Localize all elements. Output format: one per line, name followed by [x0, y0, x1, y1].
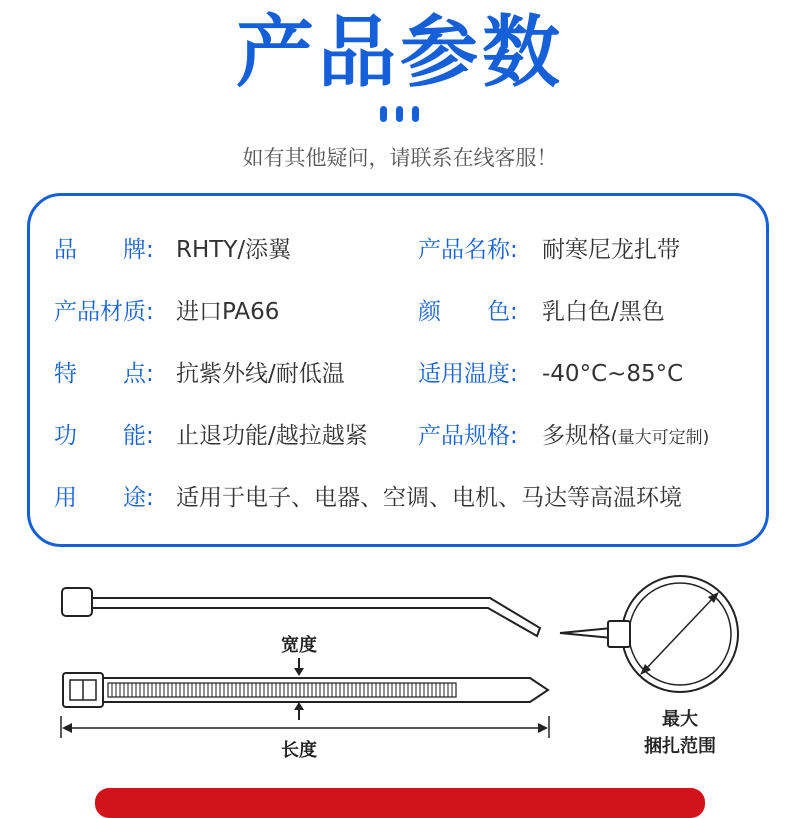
product-name-label: 产品名称: [418, 237, 518, 263]
feature-label: 特 点: [54, 361, 154, 387]
width-arrow-top [294, 658, 304, 676]
bundle-diagram [560, 576, 738, 692]
temperature-label: 适用温度: [418, 361, 518, 387]
spec-row-brand [30, 230, 766, 270]
product-name-value: 耐寒尼龙扎带 [542, 237, 680, 263]
spec-size-label: 产品规格: [418, 423, 518, 449]
contact-note: 如有其他疑问，请联系在线客服！ [242, 146, 558, 170]
bar-2 [396, 106, 403, 122]
spec-size-note: (量大可定制) [611, 428, 710, 448]
function-value: 止退功能/越拉越紧 [176, 423, 368, 449]
bundle-label-max: 最大 [662, 709, 698, 730]
function-label: 功 能: [54, 423, 154, 449]
material-label: 产品材质: [54, 299, 154, 325]
material-value: 进口PA66 [176, 299, 280, 325]
spec-row-usage [30, 478, 766, 518]
bottom-banner [95, 788, 705, 818]
usage-label: 用 途: [54, 485, 154, 511]
bar-3 [412, 106, 419, 122]
bar-1 [380, 106, 387, 122]
brand-value: RHTY/添翼 [176, 237, 292, 263]
spec-row-function [30, 416, 766, 456]
color-label: 颜 色: [418, 299, 518, 325]
length-dimension [61, 716, 549, 738]
width-arrow-bottom [294, 702, 304, 720]
width-label: 宽度 [281, 635, 317, 656]
page-title: 产品参数 [235, 8, 564, 98]
color-value: 乳白色/黑色 [542, 299, 665, 325]
spec-size-value-group [542, 416, 709, 458]
spec-row-feature [30, 354, 766, 394]
brand-label: 品 牌: [54, 237, 154, 263]
usage-value: 适用于电子、电器、空调、电机、马达等高温环境 [176, 485, 682, 511]
decorative-bars [380, 106, 420, 122]
tie-side-view [62, 588, 540, 636]
feature-value: 抗紫外线/耐低温 [176, 361, 345, 387]
cable-tie-diagram [0, 570, 800, 800]
temperature-value: -40°C~85°C [542, 361, 684, 387]
tie-top-view [63, 673, 548, 707]
spec-panel [27, 193, 769, 547]
length-label: 长度 [281, 740, 317, 761]
bundle-label-range: 捆扎范围 [644, 736, 716, 757]
spec-size-value: 多规格 [542, 423, 611, 449]
spec-row-material [30, 292, 766, 332]
